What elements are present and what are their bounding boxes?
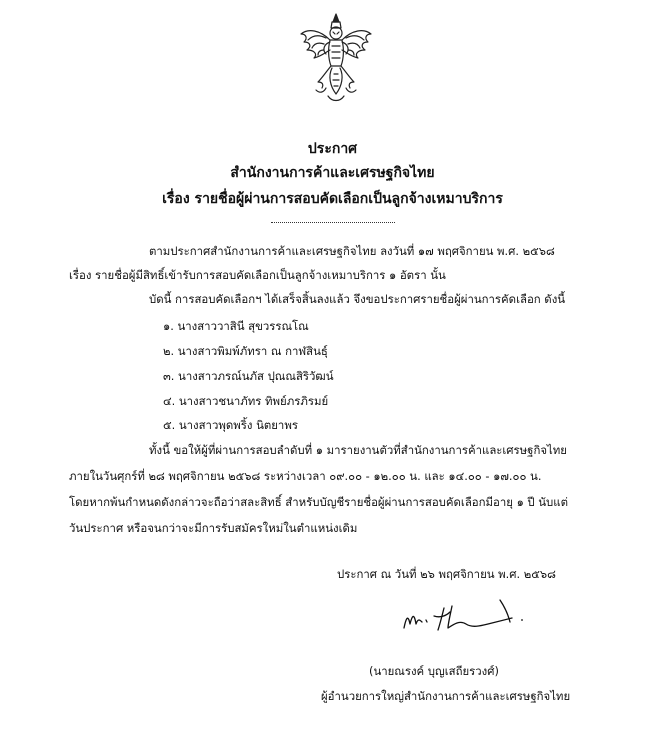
- announcement-subject: เรื่อง รายชื่อผู้ผ่านการสอบคัดเลือกเป็นลูกจ้างเหมาบริการ: [162, 191, 503, 207]
- instruction-line-1: ทั้งนี้ ขอให้ผู้ที่ผ่านการสอบลำดับที่ ๑ มารายงานตัวที่สำนักงานการค้าและเศรษฐกิจไทย: [149, 443, 567, 457]
- candidate-item-4: ๔. นางสาวชนาภัทร ทิพย์ภรภิรมย์: [163, 394, 329, 408]
- signature-image: [400, 598, 530, 638]
- instruction-line-4: วันประกาศ หรือจนกว่าจะมีการรับสมัครใหม่ในตำแหน่งเดิม: [69, 521, 358, 535]
- announcement-title: ประกาศ: [307, 141, 358, 157]
- intro-text: บัดนี้ การสอบคัดเลือกฯ ได้เสร็จสิ้นลงแล้ว จึงขอประกาศรายชื่อผู้ผ่านการคัดเลือก ดังนี้: [149, 292, 566, 306]
- signatory-position: ผู้อำนวยการใหญ่สำนักงานการค้าและเศรษฐกิจไทย: [321, 689, 571, 703]
- candidate-item-3: ๓. นางสาวภรณ์นภัส ปุณณสิริวัฒน์: [163, 369, 334, 383]
- candidate-item-2: ๒. นางสาวพิมพ์ภัทรา ณ กาฬสินธุ์: [163, 344, 328, 358]
- announcement-date: ประกาศ ณ วันที่ ๒๖ พฤศจิกายน พ.ศ. ๒๕๖๘: [337, 567, 556, 581]
- candidate-item-5: ๕. นางสาวพุดพริ้ง นิตยาพร: [163, 418, 298, 432]
- signatory-name: (นายณรงค์ บุญเสถียรวงศ์): [369, 664, 499, 678]
- instruction-line-3: โดยหากพ้นกำหนดดังกล่าวจะถือว่าสละสิทธิ์ สำหรับบัญชีรายชื่อผู้ผ่านการสอบคัดเลือกมีอายุ ๑ ปี นับแต่: [69, 495, 569, 509]
- organization-name: สำนักงานการค้าและเศรษฐกิจไทย: [230, 165, 435, 181]
- candidate-item-1: ๑. นางสาววาสินี สุขวรรณโณ: [163, 319, 309, 333]
- reference-line-1: ตามประกาศสำนักงานการค้าและเศรษฐกิจไทย ลงวันที่ ๑๗ พฤศจิกายน พ.ศ. ๒๕๖๘: [149, 244, 555, 258]
- divider: [271, 222, 395, 223]
- instruction-line-2: ภายในวันศุกร์ที่ ๒๘ พฤศจิกายน ๒๕๖๘ ระหว่างเวลา ๐๙.๐๐ - ๑๒.๐๐ น. และ ๑๔.๐๐ - ๑๗.๐๐ น.: [69, 469, 542, 483]
- garuda-emblem-icon: [298, 12, 374, 104]
- reference-line-2: เรื่อง รายชื่อผู้มีสิทธิ์เข้ารับการสอบคัดเลือกเป็นลูกจ้างเหมาบริการ ๑ อัตรา นั้น: [69, 268, 446, 282]
